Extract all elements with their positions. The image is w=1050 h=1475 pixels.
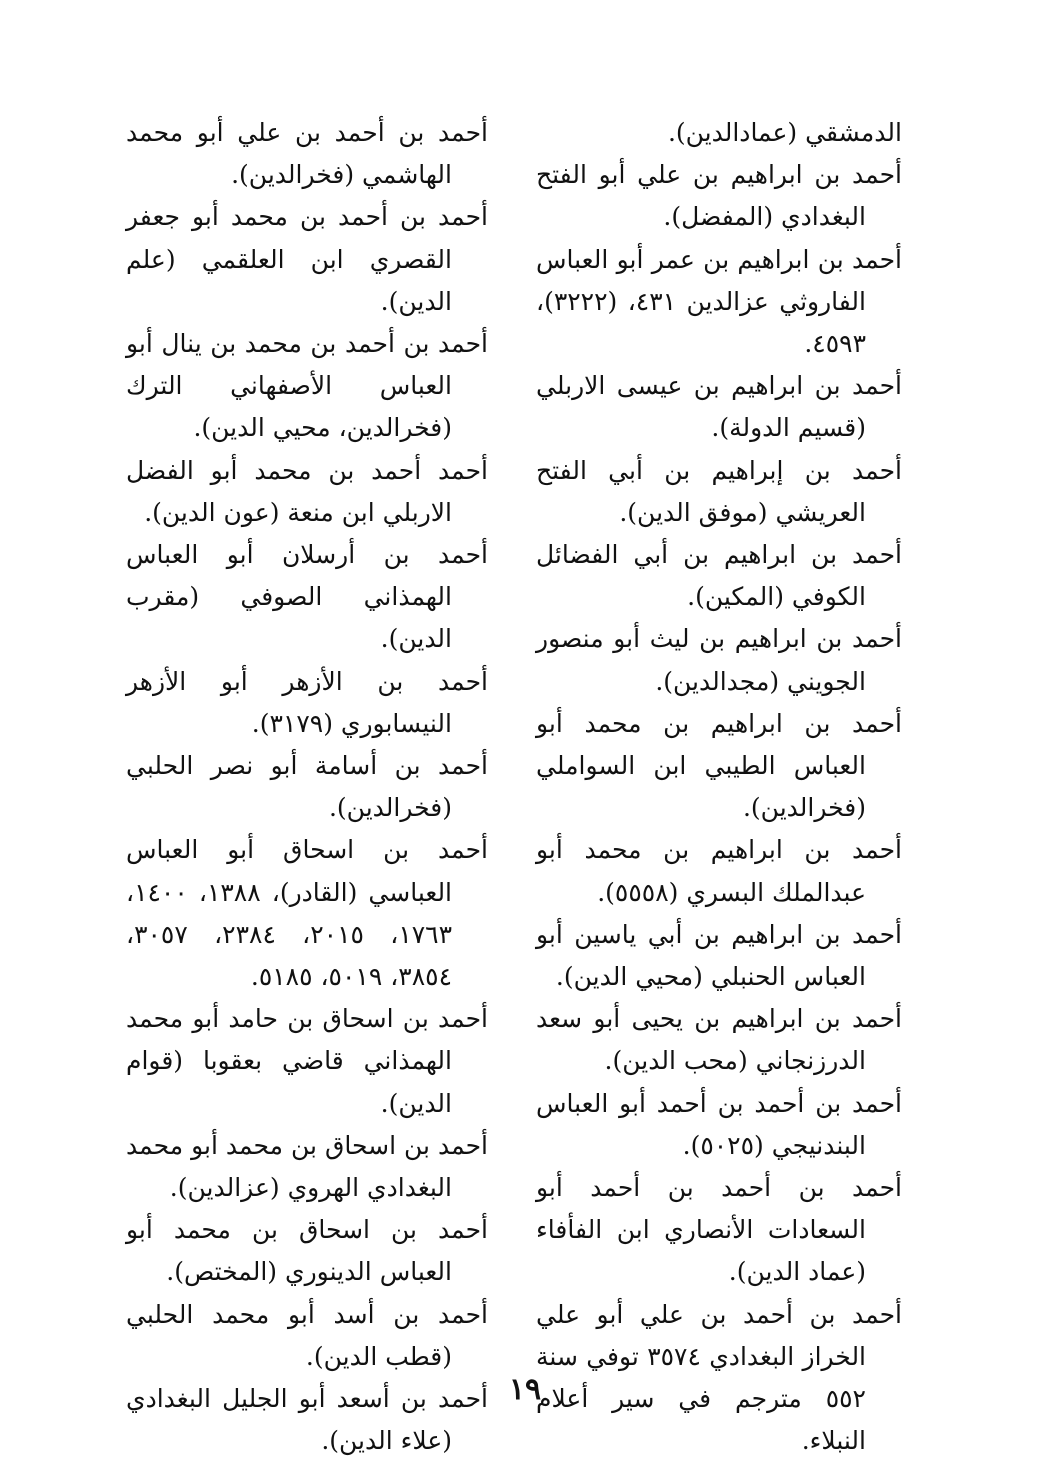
index-entry: أحمد بن أحمد بن محمد بن ينال أبو العباس الأصفهاني الترك (فخرالدين، محيي الدين).	[126, 329, 488, 443]
index-entry: أحمد بن أسامة أبو نصر الحلبي (فخرالدين).	[126, 751, 488, 823]
index-entry: أحمد بن اسحاق بن محمد أبو محمد البغدادي الهروي (عزالدين).	[126, 1130, 488, 1203]
index-entry: أحمد بن اسحاق بن حامد أبو محمد الهمذاني قاضي بعقوبا (قوام الدين).	[126, 1004, 488, 1118]
index-entry: أحمد بن ابراهيم بن أبي الفضائل الكوفي (المكين).	[536, 540, 902, 612]
index-entry: الدمشقي (عمادالدين).	[667, 118, 902, 147]
page-number: ١٩	[508, 1372, 542, 1407]
index-entry: أحمد بن ابراهيم بن أبي ياسين أبو العباس الحنبلي (محيي الدين).	[536, 919, 902, 992]
index-entry: أحمد بن إبراهيم بن أبي الفتح العريشي (موفق الدين).	[536, 455, 902, 527]
index-entry: أحمد بن ابراهيم بن يحيى أبو سعد الدرزنجاني (محب الدين).	[536, 1004, 902, 1076]
index-entry: أحمد بن ابراهيم بن ليث أبو منصور الجويني (مجدالدين).	[536, 624, 902, 696]
index-entry: أحمد بن أسعد أبو الجليل البغدادي (علاء الدين).	[126, 1384, 488, 1456]
right-column	[536, 112, 902, 1463]
index-entry: أحمد بن اسحاق أبو العباس العباسي (القادر)، ١٣٨٨، ١٤٠٠، ١٧٦٣، ٢٠١٥، ٢٣٨٤، ٣٠٥٧، ٣٨٥٤، ٥٠١٩، ٥١٨٥.	[126, 835, 488, 992]
index-entry: أحمد بن أحمد بن محمد أبو جعفر القصري ابن العلقمي (علم الدين).	[126, 202, 488, 316]
index-entry: أحمد أحمد بن محمد أبو الفضل الاربلي ابن منعة (عون الدين).	[126, 455, 488, 527]
index-entry: أحمد بن أحمد بن علي أبو محمد الهاشمي (فخرالدين).	[126, 118, 488, 190]
index-entry: أحمد بن ابراهيم بن عيسى الاربلي (قسيم الدولة).	[536, 371, 902, 443]
index-entry: أحمد بن اسحاق بن محمد أبو العباس الدينوري (المختص).	[126, 1215, 488, 1287]
index-entry: أحمد بن ابراهيم بن محمد أبو العباس الطيبي ابن السواملي (فخرالدين).	[536, 708, 902, 823]
index-entry: أحمد بن أرسلان أبو العباس الهمذاني الصوفي (مقرب الدين).	[126, 540, 488, 654]
index-entry: أحمد بن ابراهيم بن عمر أبو العباس الفاروثي عزالدين ٤٣١، (٣٢٢٢)، ٤٥٩٣.	[536, 244, 902, 359]
index-entry: أحمد بن أحمد بن أحمد أبو العباس البندنيجي (٥٠٢٥).	[536, 1088, 902, 1160]
index-entry: أحمد بن الأزهر أبو الأزهر النيسابوري (٣١٧٩).	[126, 666, 488, 738]
index-entry: أحمد بن أحمد بن علي أبو علي الخراز البغدادي ٣٥٧٤ توفي سنة ٥٥٢ مترجم في سير أعلام النبلاء.	[536, 1299, 902, 1456]
index-entry: أحمد بن ابراهيم بن علي أبو الفتح البغدادي (المفضل).	[536, 160, 902, 232]
index-entry: أحمد بن ابراهيم بن محمد أبو عبدالملك البسري (٥٥٥٨).	[536, 835, 902, 907]
index-entry: أحمد بن أحمد بن أحمد أبو السعادات الأنصاري ابن الفأفاء (عماد الدين).	[536, 1173, 902, 1287]
left-column	[126, 112, 488, 1463]
index-entry: أحمد بن أسد أبو محمد الحلبي (قطب الدين).	[126, 1299, 488, 1371]
